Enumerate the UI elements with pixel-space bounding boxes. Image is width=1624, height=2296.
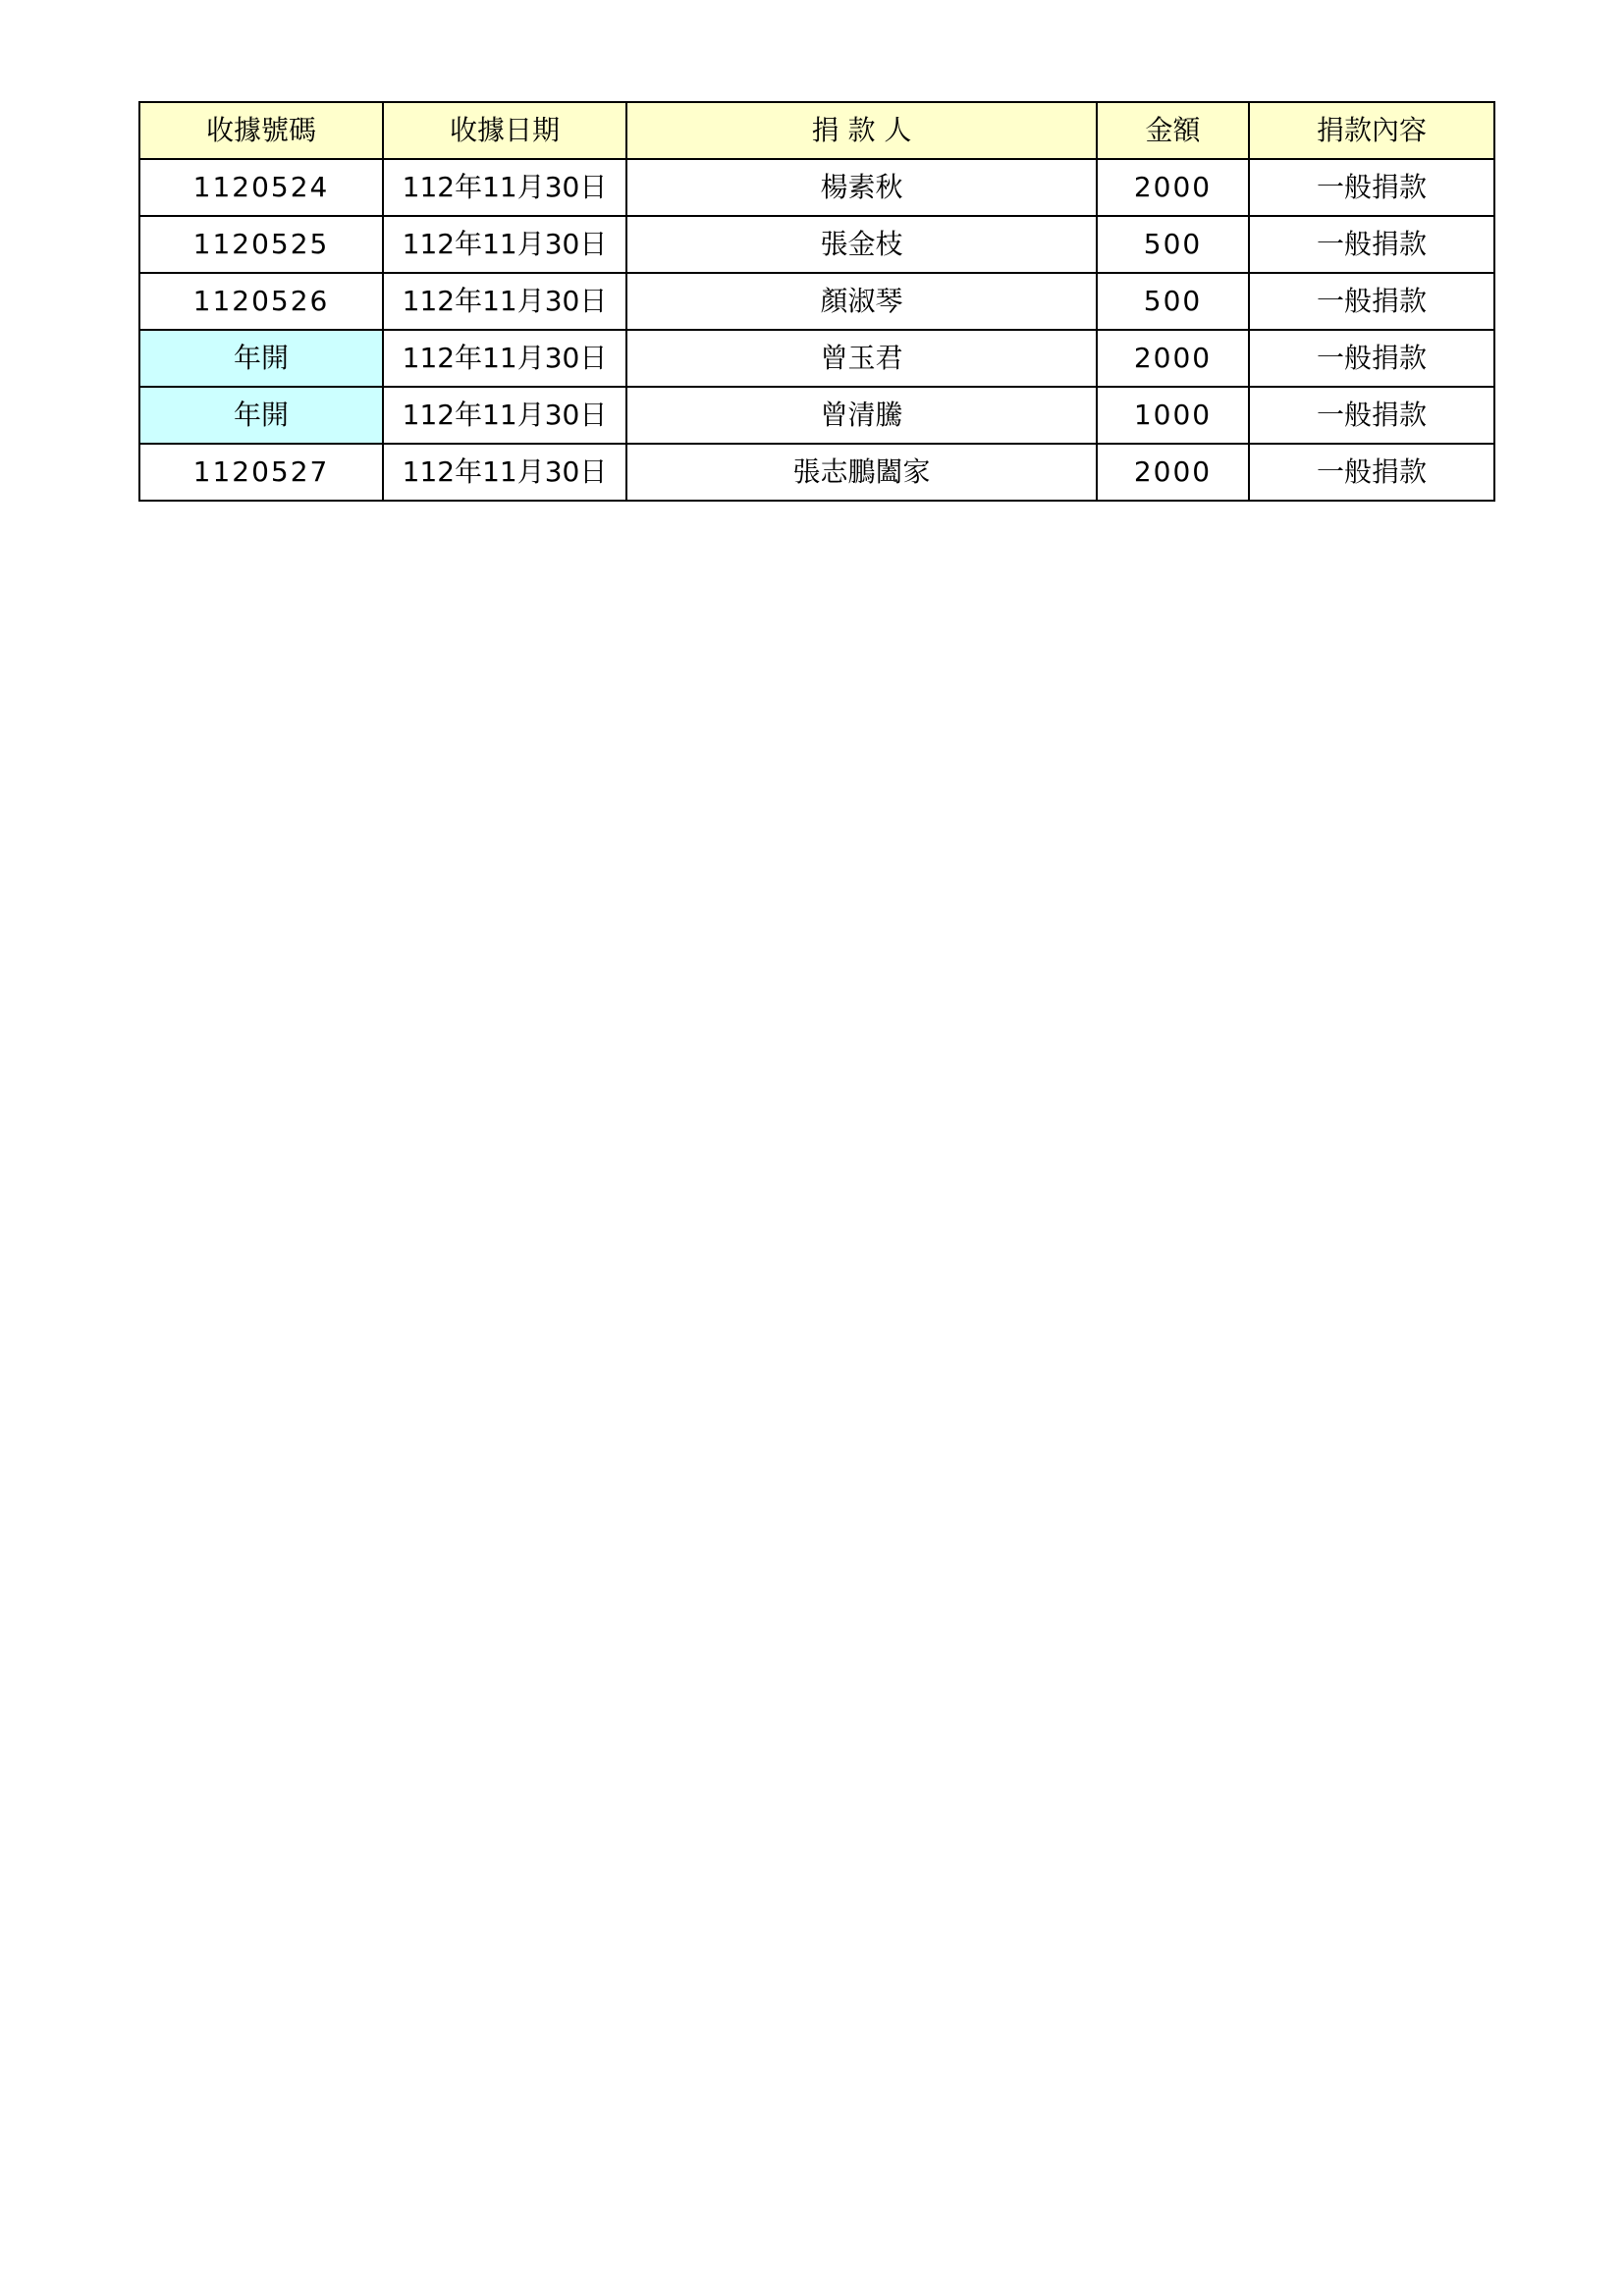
cell-donation-content: 一般捐款 [1249,159,1494,216]
cell-donor: 楊素秋 [626,159,1097,216]
table-row [139,387,1494,444]
cell-receipt-date: 112年11月30日 [383,216,626,273]
table-header-row [139,102,1494,159]
cell-amount: 1000 [1097,387,1249,444]
table-row [139,216,1494,273]
cell-donor: 顏淑琴 [626,273,1097,330]
cell-receipt-no: 年開 [139,330,383,387]
cell-amount: 500 [1097,273,1249,330]
cell-donor: 張志鵬闔家 [626,444,1097,501]
table-row [139,273,1494,330]
cell-amount: 2000 [1097,330,1249,387]
cell-donation-content: 一般捐款 [1249,444,1494,501]
cell-donor: 曾玉君 [626,330,1097,387]
cell-receipt-no: 1120526 [139,273,383,330]
donation-table [138,101,1495,502]
cell-receipt-date: 112年11月30日 [383,273,626,330]
cell-receipt-no: 1120525 [139,216,383,273]
header-donation-content: 捐款內容 [1249,102,1494,159]
cell-receipt-date: 112年11月30日 [383,330,626,387]
cell-receipt-no: 1120524 [139,159,383,216]
cell-donor: 曾清騰 [626,387,1097,444]
cell-donation-content: 一般捐款 [1249,330,1494,387]
cell-donor: 張金枝 [626,216,1097,273]
cell-donation-content: 一般捐款 [1249,273,1494,330]
cell-receipt-date: 112年11月30日 [383,387,626,444]
header-donor: 捐 款 人 [626,102,1097,159]
table-row [139,444,1494,501]
cell-amount: 500 [1097,216,1249,273]
table-row [139,159,1494,216]
cell-receipt-date: 112年11月30日 [383,159,626,216]
header-amount: 金額 [1097,102,1249,159]
table-body [139,159,1494,501]
cell-amount: 2000 [1097,159,1249,216]
header-receipt-no: 收據號碼 [139,102,383,159]
cell-receipt-no: 1120527 [139,444,383,501]
header-receipt-date: 收據日期 [383,102,626,159]
cell-receipt-no: 年開 [139,387,383,444]
table-row [139,330,1494,387]
cell-amount: 2000 [1097,444,1249,501]
cell-receipt-date: 112年11月30日 [383,444,626,501]
cell-donation-content: 一般捐款 [1249,387,1494,444]
cell-donation-content: 一般捐款 [1249,216,1494,273]
